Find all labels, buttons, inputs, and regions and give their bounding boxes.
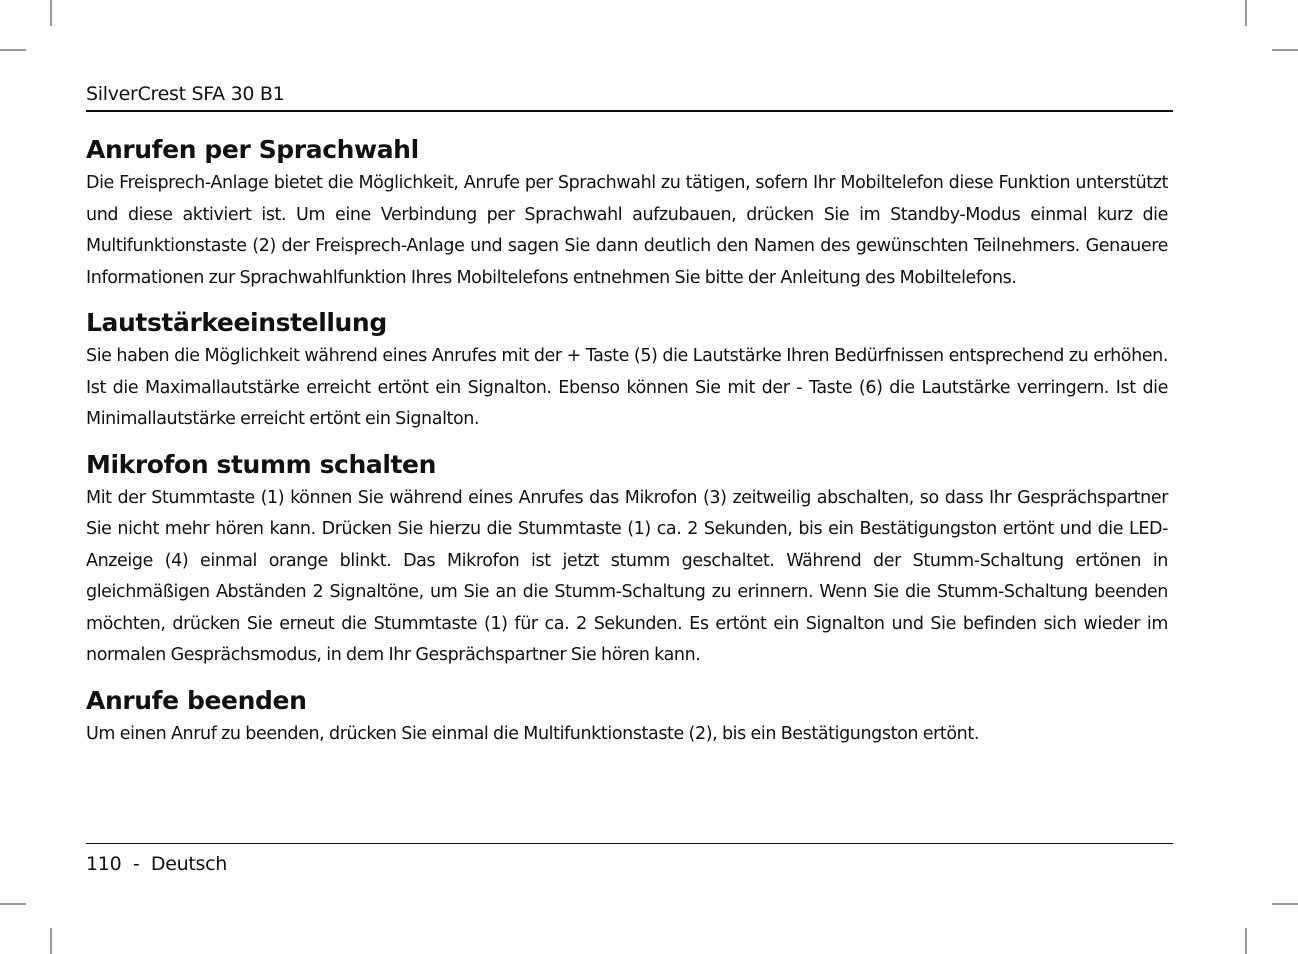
section-body: Die Freisprech-Anlage bietet die Möglichkeit, Anrufe per Sprachwahl zu tätigen, sofern Ihr Mobiltelefon diese Funktion unterstützt und diese aktiviert ist. Um eine Verbindung per Sprachwahl aufzubauen, drücken Sie im Standby-Modus einmal kurz die Multifunktionstaste (2) der Freisprech-Anlage und sagen Sie dann deutlich den Namen des gewünschten Teilnehmers. Genauere Informationen zur Sprachwahlfunktion Ihres Mobiltelefons entnehmen Sie bitte der Anleitung des Mobiltelefons. — [86, 173, 1168, 288]
page-content — [86, 132, 1168, 750]
section-body: Um einen Anruf zu beenden, drücken Sie einmal die Multifunktionstaste (2), bis ein Bestätigungston ertönt. — [86, 723, 979, 744]
crop-mark-top-left — [0, 49, 26, 51]
page-header — [86, 82, 1173, 112]
product-title: SilverCrest SFA 30 B1 — [86, 83, 285, 105]
section-heading: Anrufe beenden — [86, 685, 307, 715]
crop-mark-top-right — [1245, 0, 1247, 26]
footer-separator: - — [132, 853, 140, 875]
section-heading: Lautstärkeeinstellung — [86, 308, 387, 337]
crop-mark-top-left — [50, 0, 52, 26]
crop-mark-bottom-right — [1245, 928, 1247, 954]
section-heading: Mikrofon stumm schalten — [86, 449, 437, 479]
crop-mark-bottom-left — [0, 903, 26, 905]
page-footer — [86, 843, 1173, 876]
page-number: 110 — [86, 853, 122, 875]
crop-mark-bottom-left — [50, 928, 52, 954]
footer-language: Deutsch — [150, 853, 228, 875]
crop-mark-bottom-right — [1272, 903, 1298, 905]
section-volume — [86, 305, 1168, 436]
section-heading: Anrufen per Sprachwahl — [86, 135, 419, 164]
section-end-call — [86, 683, 1168, 751]
section-body: Sie haben die Möglichkeit während eines Anrufes mit der + Taste (5) die Lautstärke Ihren Bedürfnissen entsprechend zu erhöhen. Ist die Maximallautstärke erreicht ertönt ein Signalton. Ebenso können Sie mit der - Taste (6) die Lautstärke verringern. Ist die Minimallautstärke erreicht ertönt ein Signalton. — [86, 346, 1168, 429]
section-body: Mit der Stummtaste (1) können Sie während eines Anrufes das Mikrofon (3) zeitweilig abschalten, so dass Ihr Gesprächspartner Sie nicht mehr hören kann. Drücken Sie hierzu die Stummtaste (1) ca. 2 Sekunden, bis ein Bestätigungston ertönt und die LED-Anzeige (4) einmal orange blinkt. Das Mikrofon ist jetzt stumm geschaltet. Während der Stumm-Schaltung ertönen in gleichmäßigen Abständen 2 Signaltöne, um Sie an die Stumm-Schaltung zu erinnern. Wenn Sie die Stumm-Schaltung beenden möchten, drücken Sie erneut die Stummtaste (1) für ca. 2 Sekunden. Es ertönt ein Signalton und Sie befinden sich wieder im normalen Gesprächsmodus, in dem Ihr Gesprächspartner Sie hören kann. — [86, 487, 1168, 665]
section-voice-dial — [86, 132, 1168, 294]
crop-mark-top-right — [1272, 49, 1298, 51]
section-mute — [86, 447, 1168, 672]
